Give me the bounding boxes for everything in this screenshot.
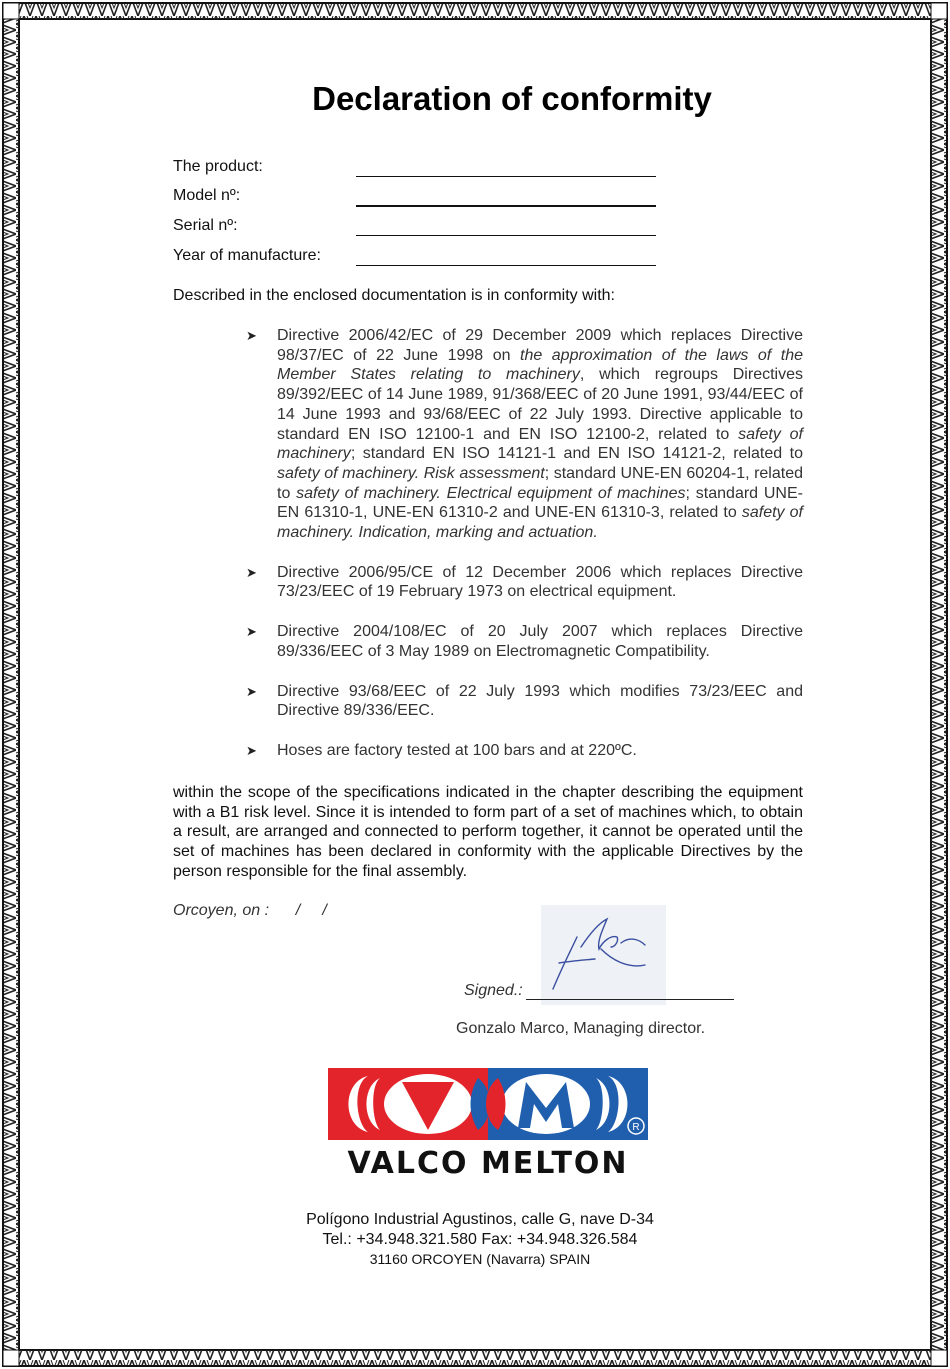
text-run: Directive 2004/108/EC of 20 July 2007 which replaces Directive 89/336/EEC of 3 May 1989 on Electromagnetic Compatibility. bbox=[277, 623, 803, 660]
text-run: Directive 2006/95/CE of 12 December 2006 which replaces Directive 73/23/EEC of 19 February 1973 on electrical equipment. bbox=[277, 563, 803, 601]
text-run-italic: safety of machinery. Indication, marking and actuation. bbox=[277, 504, 803, 542]
scope-paragraph: within the scope of the specifications indicated in the chapter describing the equipment with a B1 risk level. Since it is intended to form part of a set of machines which, to obtain a result, are arranged and connected to perform together, it cannot be operated until the set of machines has been declared in conformity with the applicable Directives by the person responsible for the final assembly. bbox=[173, 784, 803, 880]
signature-line bbox=[526, 999, 734, 1000]
list-item bbox=[246, 326, 803, 543]
field-label-year: Year of manufacture: bbox=[173, 247, 321, 264]
text-run: Directive 93/68/EEC of 22 July 1993 which modifies 73/23/EEC and Directive 89/336/EEC. bbox=[277, 682, 803, 720]
signed-label: Signed.: bbox=[464, 982, 523, 999]
field-label-product: The product: bbox=[173, 158, 263, 175]
arrow-bullet-icon: ➤ bbox=[246, 624, 257, 640]
text-run: Hoses are factory tested at 100 bars and at 220ºC. bbox=[277, 741, 637, 759]
text-run: Directive 2006/42/EC of 29 December 2009 which replaces Directive 98/37/EC of 22 June 1998 on bbox=[277, 327, 803, 364]
place-date: Orcoyen, on : / / bbox=[173, 902, 327, 919]
logo-wordmark: VALCO MELTON bbox=[347, 1146, 629, 1181]
field-line-serial[interactable] bbox=[356, 235, 656, 236]
arrow-bullet-icon: ➤ bbox=[246, 683, 257, 699]
field-label-serial: Serial nº: bbox=[173, 217, 238, 234]
text-run: ; standard UNE-EN 60204-1, related to bbox=[277, 464, 803, 502]
field-line-year[interactable] bbox=[356, 265, 656, 266]
text-run-italic: safety of machinery bbox=[277, 425, 803, 463]
list-item bbox=[246, 563, 803, 602]
text-run: ; standard EN ISO 14121-1 and EN ISO 14121-2, related to bbox=[350, 445, 803, 463]
list-item bbox=[246, 622, 803, 661]
text-run-italic: safety of machinery. Electrical equipment of machines bbox=[296, 484, 686, 502]
signer-name: Gonzalo Marco, Managing director. bbox=[456, 1020, 706, 1037]
list-item bbox=[246, 682, 803, 721]
directive-list bbox=[246, 326, 803, 781]
text-run-italic: safety of machinery. Risk assessment bbox=[277, 464, 545, 482]
field-label-model: Model nº: bbox=[173, 187, 241, 204]
arrow-bullet-icon: ➤ bbox=[246, 742, 257, 758]
field-line-product[interactable] bbox=[356, 176, 656, 177]
address-line: Polígono Industrial Agustinos, calle G, nave D-34 bbox=[306, 1211, 654, 1228]
arrow-bullet-icon: ➤ bbox=[246, 564, 257, 580]
contact-line: Tel.: +34.948.321.580 Fax: +34.948.326.584 bbox=[322, 1231, 638, 1248]
conformity-intro: Described in the enclosed documentation is in conformity with: bbox=[173, 287, 615, 304]
signature-image bbox=[541, 905, 666, 1005]
text-run: ; standard UNE-EN 61310-1, UNE-EN 61310-2 and UNE-EN 61310-3, related to bbox=[277, 484, 803, 522]
svg-text:R: R bbox=[632, 1122, 640, 1133]
list-item bbox=[246, 741, 803, 761]
signature bbox=[541, 905, 666, 1005]
arrow-bullet-icon: ➤ bbox=[246, 328, 257, 343]
text-run-italic: the approximation of the laws of the Member States relating to machinery bbox=[277, 346, 804, 384]
page-title: Declaration of conformity bbox=[312, 80, 712, 117]
valco-melton-logo bbox=[328, 1068, 648, 1140]
field-line-model[interactable] bbox=[356, 205, 656, 207]
text-run: , which regroups Directives 89/392/EEC of 14 June 1989, 91/368/EEC of 20 June 1991, 93/44/EEC of 14 June 1993 and 93/68/EEC of 22 July 1993. Directive applicable to standard EN ISO 12100-1 and EN ISO 12100-2, related to bbox=[277, 366, 803, 443]
city-line: 31160 ORCOYEN (Navarra) SPAIN bbox=[369, 1251, 591, 1267]
